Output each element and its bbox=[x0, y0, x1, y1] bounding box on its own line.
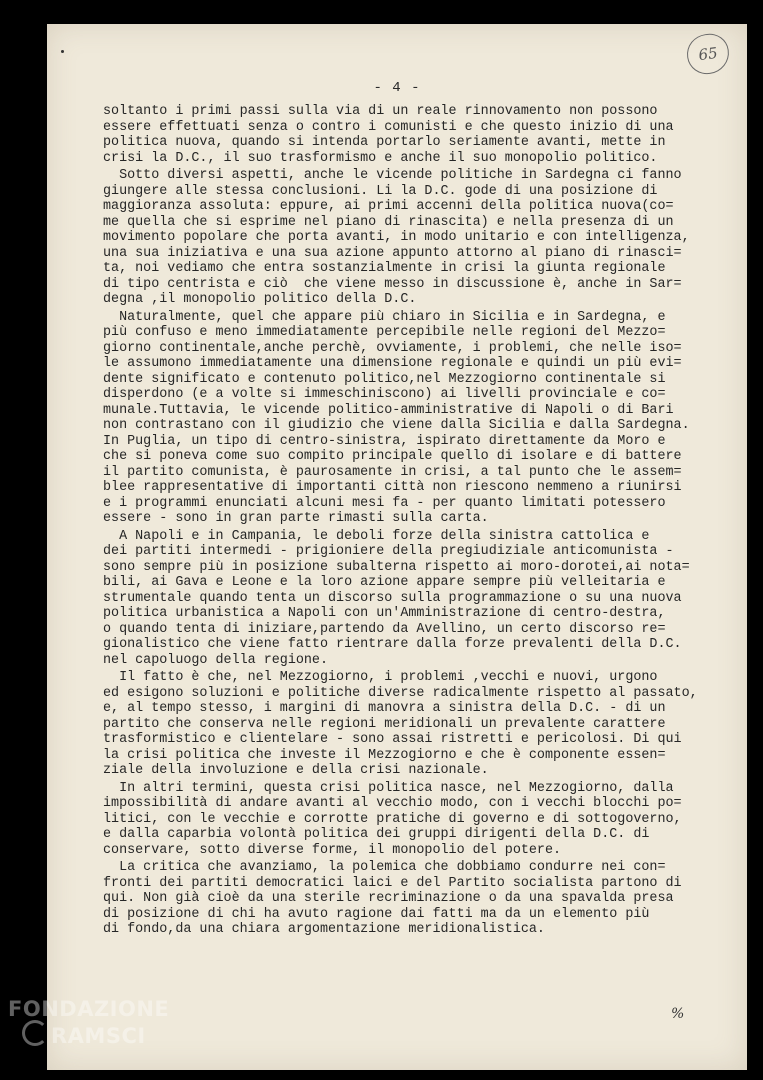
folio-stamp: 65 bbox=[684, 31, 731, 76]
text-line: A Napoli e in Campania, le deboli forze della sinistra cattolica e bbox=[103, 528, 650, 544]
text-line: il partito comunista, è paurosamente in crisi, a tal punto che le assem= bbox=[103, 464, 682, 480]
text-line: Sotto diversi aspetti, anche le vicende politiche in Sardegna ci fanno bbox=[103, 168, 682, 183]
text-line: conservare, sotto diverse forme, il monopolio del potere. bbox=[103, 842, 562, 858]
text-line: più confuso e meno immediatamente percepibile nelle regioni del Mezzo= bbox=[103, 325, 666, 340]
text-line: Il fatto è che, nel Mezzogiorno, i problemi ,vecchi e nuovi, urgono bbox=[103, 670, 658, 685]
text-line: disperdono (e a volte si immeschiniscono) ai livelli provinciale e co= bbox=[103, 387, 666, 402]
text-line: sono sempre più in posizione subalterna rispetto ai moro-dorotei,ai nota= bbox=[103, 559, 690, 575]
text-line: partito che conserva nelle regioni meridionali un prevalente carattere bbox=[103, 716, 666, 732]
paragraph-7 bbox=[103, 860, 715, 938]
text-line: di fondo,da una chiara argomentazione meridionalistica. bbox=[103, 922, 545, 937]
text-line: una sua iniziativa e una sua azione appunto attorno al piano di rinasci= bbox=[103, 245, 682, 261]
text-line: le assumono immediatamente una dimensione regionale e quindi un più evi= bbox=[103, 356, 682, 371]
text-line: nel capoluogo della regione. bbox=[103, 652, 328, 668]
text-line: ziale della involuzione e della crisi nazionale. bbox=[103, 763, 489, 778]
paragraph-5 bbox=[103, 670, 715, 779]
text-line: politica nuova, quando si intenda portarlo seriamente avanti, mette in bbox=[103, 135, 666, 150]
text-line: ed esigono soluzioni e politiche diverse radicalmente rispetto al passato, bbox=[103, 685, 698, 701]
text-line: di posizione di chi ha avuto ragione dai fatti ma da un elemento più bbox=[103, 906, 650, 922]
text-line: bili, ai Gava e Leone e la loro azione appare sempre più velleitaria e bbox=[103, 575, 666, 590]
text-line: di tipo centrista e ciò che viene messo in discussione è, anche in Sar= bbox=[103, 276, 682, 292]
text-line: ta, noi vediamo che entra sostanzialmente in crisi la giunta regionale bbox=[103, 261, 666, 276]
text-line: impossibilità di andare avanti al vecchio modo, con i vecchi blocchi po= bbox=[103, 796, 682, 811]
text-line: soltanto i primi passi sulla via di un reale rinnovamento non possono bbox=[103, 104, 658, 119]
paragraph-4 bbox=[103, 529, 715, 669]
punch-mark bbox=[61, 50, 64, 53]
g-logo-icon bbox=[22, 1020, 48, 1046]
watermark-line-2: RAMSCI bbox=[51, 1024, 146, 1048]
page-number: - 4 - bbox=[373, 80, 421, 96]
text-line: In altri termini, questa crisi politica nasce, nel Mezzogiorno, dalla bbox=[103, 780, 674, 796]
text-line: crisi la D.C., il suo trasformismo e anche il suo monopolio politico. bbox=[103, 150, 658, 166]
text-line: trasformistico e clientelare - sono assai ristretti e pericolosi. Di qui bbox=[103, 732, 682, 747]
text-line: In Puglia, un tipo di centro-sinistra, ispirato direttamente da Moro e bbox=[103, 433, 666, 449]
text-line: movimento popolare che porta avanti, in modo unitario e con intelligenza, bbox=[103, 230, 690, 245]
text-line: me quella che si esprime nel piano di rinascita) e nella presenza di un bbox=[103, 214, 674, 230]
text-line: essere - sono in gran parte rimasti sulla carta. bbox=[103, 511, 489, 526]
text-line: o quando tenta di iniziare,partendo da Avellino, un certo discorso re= bbox=[103, 621, 666, 637]
text-line: e dalla caparbia volontà politica dei gruppi dirigenti della D.C. di bbox=[103, 827, 650, 842]
text-line: giungere alle stessa conclusioni. Li la D.C. gode di una posizione di bbox=[103, 183, 658, 199]
fondazione-gramsci-watermark bbox=[8, 998, 169, 1047]
text-line: qui. Non già cioè da una sterile recriminazione o da una spavalda presa bbox=[103, 891, 674, 906]
text-line: e i programmi enunciati alcuni mesi fa - per quanto limitati potessero bbox=[103, 495, 666, 511]
text-line: dente significato e contenuto politico,nel Mezzogiorno continentale si bbox=[103, 371, 666, 387]
document-page bbox=[47, 24, 747, 1070]
watermark-line-1: FONDAZIONE bbox=[8, 997, 170, 1021]
paragraph-1 bbox=[103, 104, 715, 166]
text-line: essere effettuati senza o contro i comunisti e che questo inizio di una bbox=[103, 119, 674, 135]
text-line: maggioranza assoluta: eppure, ai primi accenni della politica nuova(co= bbox=[103, 199, 674, 214]
text-line: Naturalmente, quel che appare più chiaro in Sicilia e in Sardegna, e bbox=[103, 309, 666, 325]
text-line: fronti dei partiti democratici laici e del Partito socialista partono di bbox=[103, 875, 682, 891]
paragraph-3 bbox=[103, 310, 715, 527]
text-line: munale.Tuttavia, le vicende politico-amministrative di Napoli o di Bari bbox=[103, 402, 674, 418]
end-mark: % bbox=[671, 1006, 685, 1022]
document-body bbox=[103, 104, 715, 938]
text-line: La critica che avanziamo, la polemica che dobbiamo condurre nei con= bbox=[103, 860, 666, 875]
text-line: dei partiti intermedi - prigioniere della pregiudiziale anticomunista - bbox=[103, 544, 674, 559]
text-line: blee rappresentative di importanti città non riescono nemmeno a riunirsi bbox=[103, 480, 682, 495]
text-line: degna ,il monopolio politico della D.C. bbox=[103, 292, 417, 307]
text-line: che si poneva come suo compito principale quello di isolare e di battere bbox=[103, 449, 682, 464]
text-line: giorno continentale,anche perchè, ovviamente, i problemi, che nelle iso= bbox=[103, 340, 682, 356]
text-line: gionalistico che viene fatto rientrare dalla forze prevalenti della D.C. bbox=[103, 637, 682, 652]
text-line: strumentale quando tenta un discorso sulla programmazione o su una nuova bbox=[103, 590, 682, 606]
text-line: politica urbanistica a Napoli con un'Amministrazione di centro-destra, bbox=[103, 606, 666, 621]
paragraph-6 bbox=[103, 781, 715, 859]
text-line: e, al tempo stesso, i margini di manovra a sinistra della D.C. - di un bbox=[103, 701, 666, 716]
text-line: la crisi politica che investe il Mezzogiorno e che è componente essen= bbox=[103, 747, 666, 763]
text-line: non contrastano con il giudizio che viene dalla Sicilia e dalla Sardegna. bbox=[103, 418, 690, 433]
paragraph-2 bbox=[103, 168, 715, 308]
text-line: litici, con le vecchie e corrotte pratiche di governo e di sottogoverno, bbox=[103, 811, 682, 827]
